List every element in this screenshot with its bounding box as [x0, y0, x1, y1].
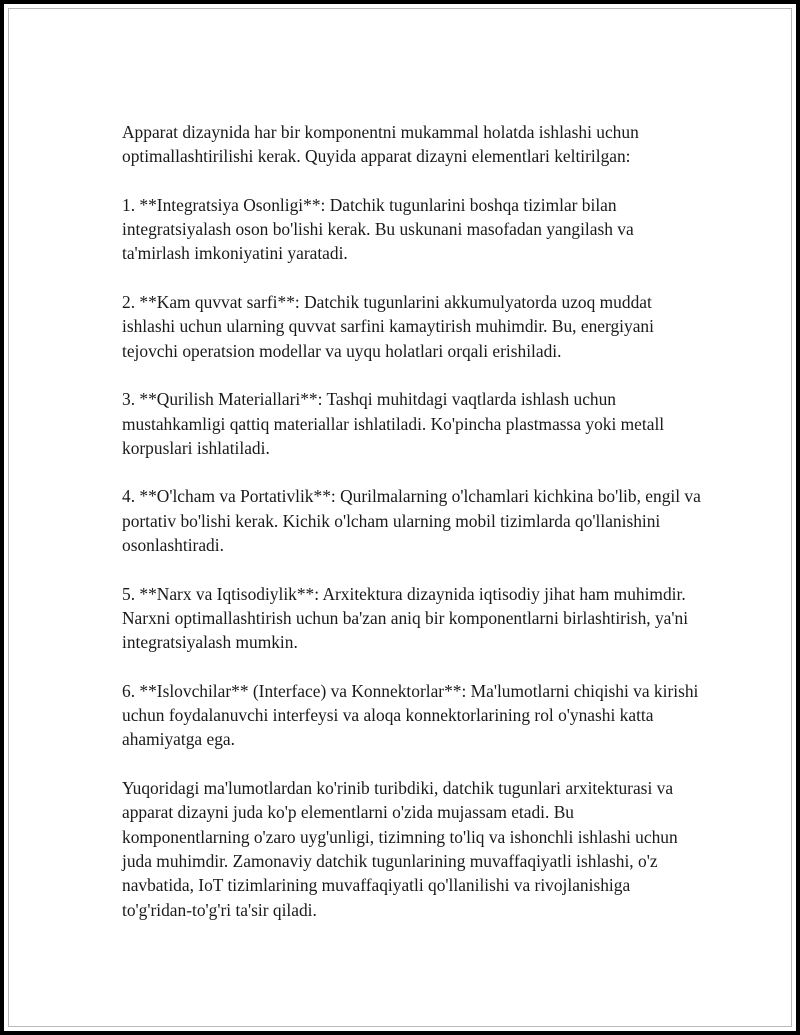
list-item-5: 5. **Narx va Iqtisodiylik**: Arxitektura dizaynida iqtisodiy jihat ham muhimdir. Narxni optimallashtirish uchun ba'zan aniq bir komponentlarni birlashtirish, ya'ni integratsiyalash mumkin.	[122, 583, 689, 653]
list-item-1: 1. **Integratsiya Osonligi**: Datchik tugunlarini boshqa tizimlar bilan integratsiyalash oson bo'lishi kerak. Bu uskunani masofadan yangilash va ta'mirlash imkoniyatini yaratadi.	[122, 194, 634, 264]
document-body	[122, 120, 702, 922]
conclusion-paragraph: Yuqoridagi ma'lumotlardan ko'rinib turibdiki, datchik tugunlari arxitekturasi va apparat dizayni juda ko'p elementlarni o'zida mujassam etadi. Bu komponentlarning o'zaro uyg'unligi, tizimning to'liq va ishonchli ishlashi uchun juda muhimdir. Zamonaviy datchik tugunlarining muvaffaqiyatli ishlashi, o'z navbatida, IoT tizimlarining muvaffaqiyatli qo'llanilishi va rivojlanishiga to'g'ridan-to'g'ri ta'sir qiladi.	[122, 778, 678, 920]
list-item-6: 6. **Islovchilar** (Interface) va Konnektorlar**: Ma'lumotlarni chiqishi va kirishi uchun foydalanuvchi interfeysi va aloqa konnektorlarining rol o'ynashi katta ahamiyatga ega.	[122, 680, 699, 750]
list-item-4: 4. **O'lcham va Portativlik**: Qurilmalarning o'lchamlari kichkina bo'lib, engil va portativ bo'lishi kerak. Kichik o'lcham ularning mobil tizimlarda qo'llanishini osonlashtiradi.	[122, 486, 701, 556]
intro-paragraph: Apparat dizaynida har bir komponentni mukammal holatda ishlashi uchun optimallashtirilishi kerak. Quyida apparat dizayni elementlari keltirilgan:	[122, 122, 639, 167]
list-item-3: 3. **Qurilish Materiallari**: Tashqi muhitdagi vaqtlarda ishlash uchun mustahkamligi qattiq materiallar ishlatiladi. Ko'pincha plastmassa yoki metall korpuslari ishlatiladi.	[122, 389, 665, 458]
list-item-2: 2. **Kam quvvat sarfi**: Datchik tugunlarini akkumulyatorda uzoq muddat ishlashi uchun ularning quvvat sarfini kamaytirish muhimdir. Bu, energiyani tejovchi operatsion modellar va uyqu holatlari orqali erishiladi.	[122, 292, 654, 361]
